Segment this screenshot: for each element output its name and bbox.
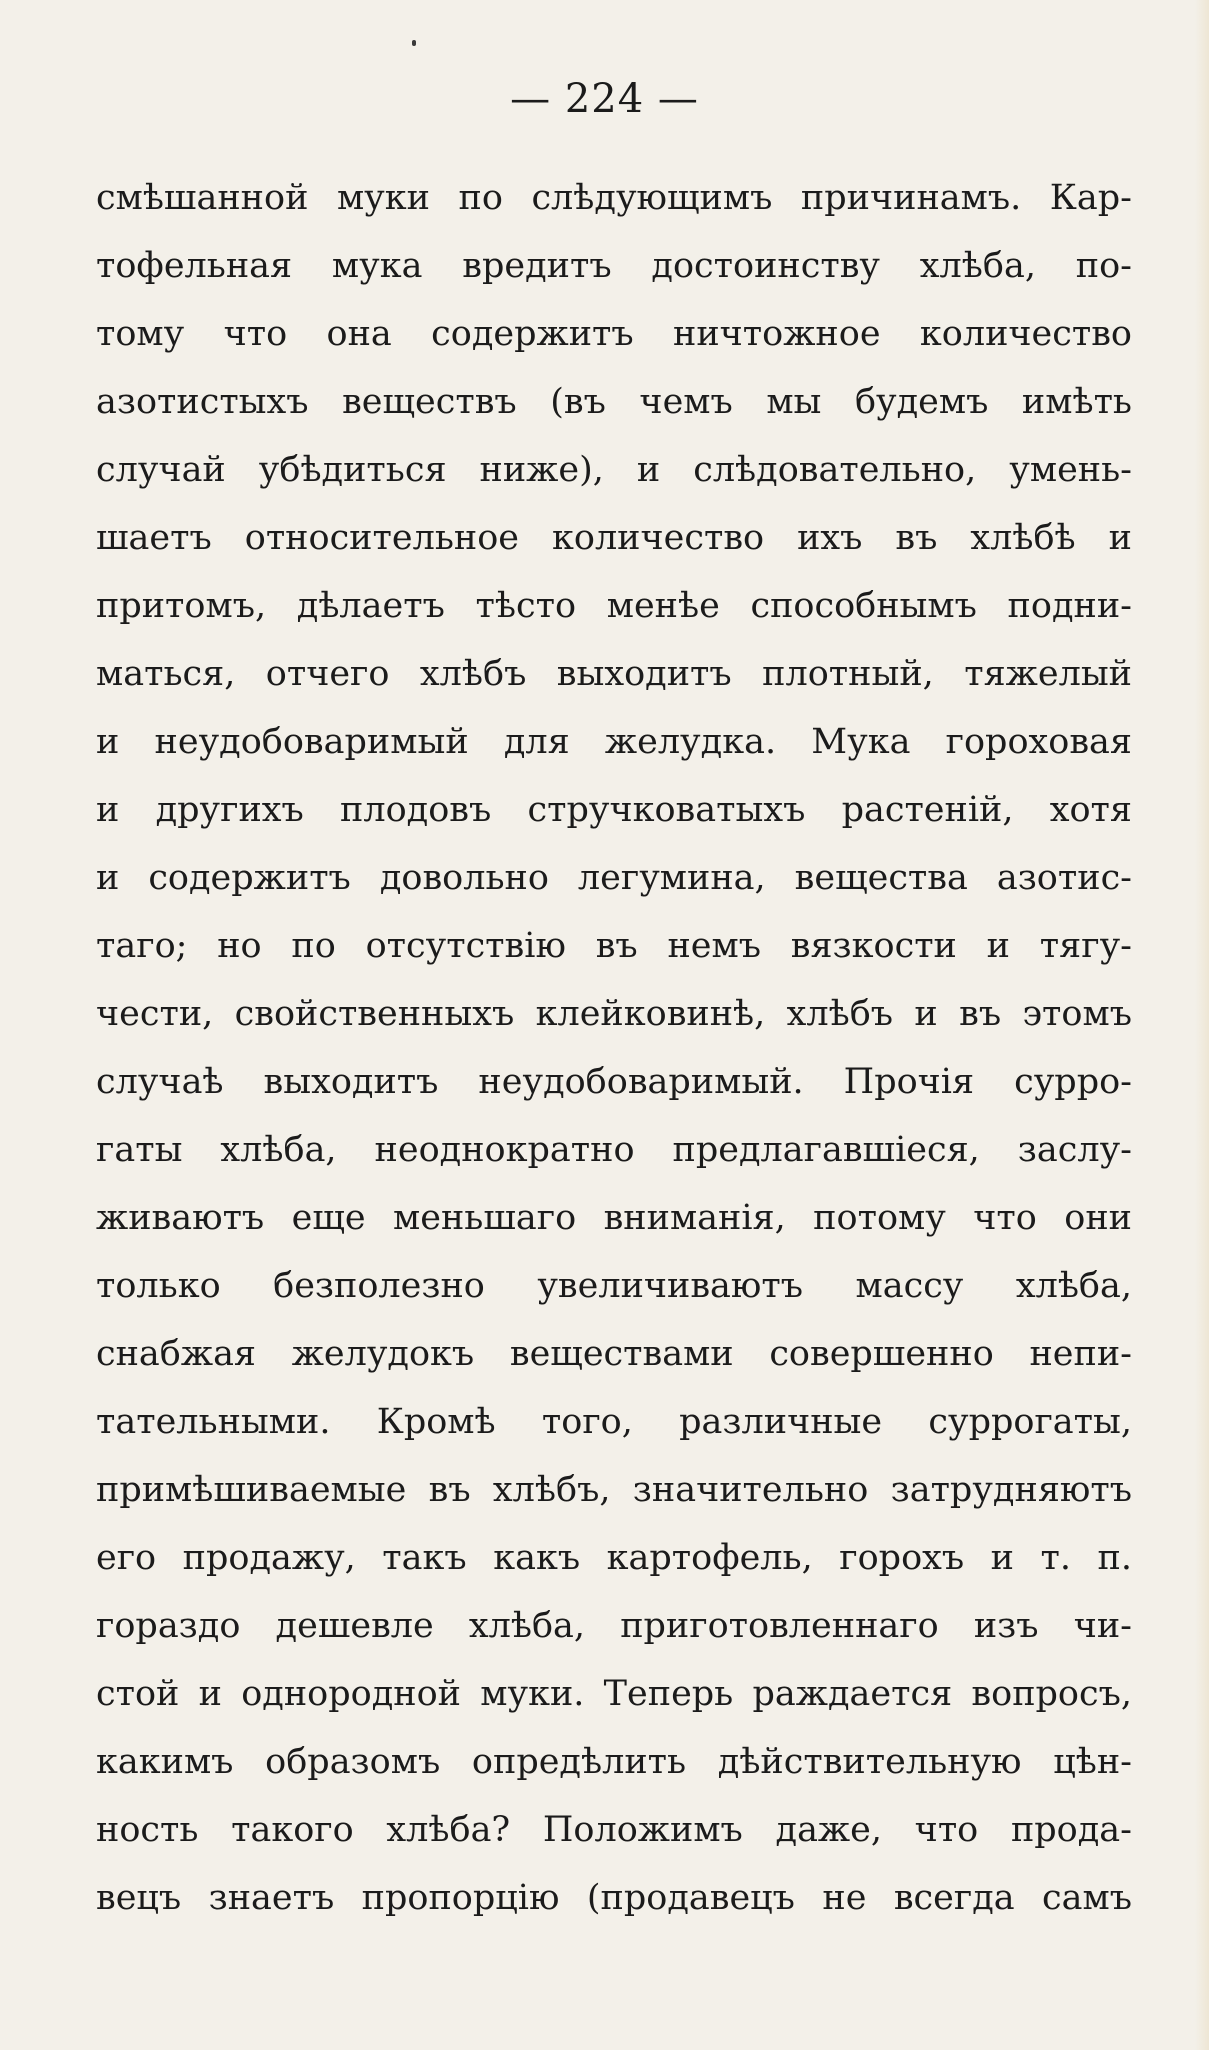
text-line: и другихъ плодовъ стручковатыхъ растеній, хотя <box>96 790 1132 830</box>
text-line: снабжая желудокъ веществами совершенно непи- <box>96 1334 1132 1374</box>
page-edge <box>1195 0 1209 2050</box>
print-speck <box>412 40 416 46</box>
text-line: гаты хлѣба, неоднократно предлагавшіеся, заслу- <box>96 1130 1132 1170</box>
text-line: и содержитъ довольно легумина, вещества азотис- <box>96 858 1132 898</box>
text-line: шаетъ относительное количество ихъ въ хлѣбѣ и <box>96 518 1132 558</box>
text-line: живаютъ еще меньшаго вниманія, потому что они <box>96 1198 1132 1238</box>
text-line: тому что она содержитъ ничтожное количество <box>96 314 1132 354</box>
text-line: тофельная мука вредитъ достоинству хлѣба, по- <box>96 246 1132 286</box>
text-line: случаѣ выходитъ неудобоваримый. Прочія сурро- <box>96 1062 1132 1102</box>
page-number: — 224 — <box>510 76 699 122</box>
text-line: гораздо дешевле хлѣба, приготовленнаго изъ чи- <box>96 1606 1132 1646</box>
text-line: только безполезно увеличиваютъ массу хлѣба, <box>96 1266 1132 1306</box>
text-line: маться, отчего хлѣбъ выходитъ плотный, тяжелый <box>96 654 1132 694</box>
text-line: тательными. Кромѣ того, различные суррогаты, <box>96 1402 1132 1442</box>
text-line: его продажу, такъ какъ картофель, горохъ и т. п. <box>96 1538 1132 1578</box>
text-line: вецъ знаетъ пропорцію (продавецъ не всегда самъ <box>96 1878 1132 1918</box>
text-line: стой и однородной муки. Теперь раждается вопросъ, <box>96 1674 1132 1714</box>
text-line: примѣшиваемые въ хлѣбъ, значительно затрудняютъ <box>96 1470 1132 1510</box>
text-line: таго; но по отсутствію въ немъ вязкости и тягу- <box>96 926 1132 966</box>
page-body <box>96 164 1132 1932</box>
text-line: смѣшанной муки по слѣдующимъ причинамъ. Кар- <box>96 178 1132 218</box>
text-line: случай убѣдиться ниже), и слѣдовательно, умень- <box>96 450 1132 490</box>
text-line: притомъ, дѣлаетъ тѣсто менѣе способнымъ подни- <box>96 586 1132 626</box>
text-line: ность такого хлѣба? Положимъ даже, что прода- <box>96 1810 1132 1850</box>
text-line: азотистыхъ веществъ (въ чемъ мы будемъ имѣть <box>96 382 1132 422</box>
text-line: чести, свойственныхъ клейковинѣ, хлѣбъ и въ этомъ <box>96 994 1132 1034</box>
text-line: и неудобоваримый для желудка. Мука гороховая <box>96 722 1132 762</box>
text-line: какимъ образомъ опредѣлить дѣйствительную цѣн- <box>96 1742 1132 1782</box>
